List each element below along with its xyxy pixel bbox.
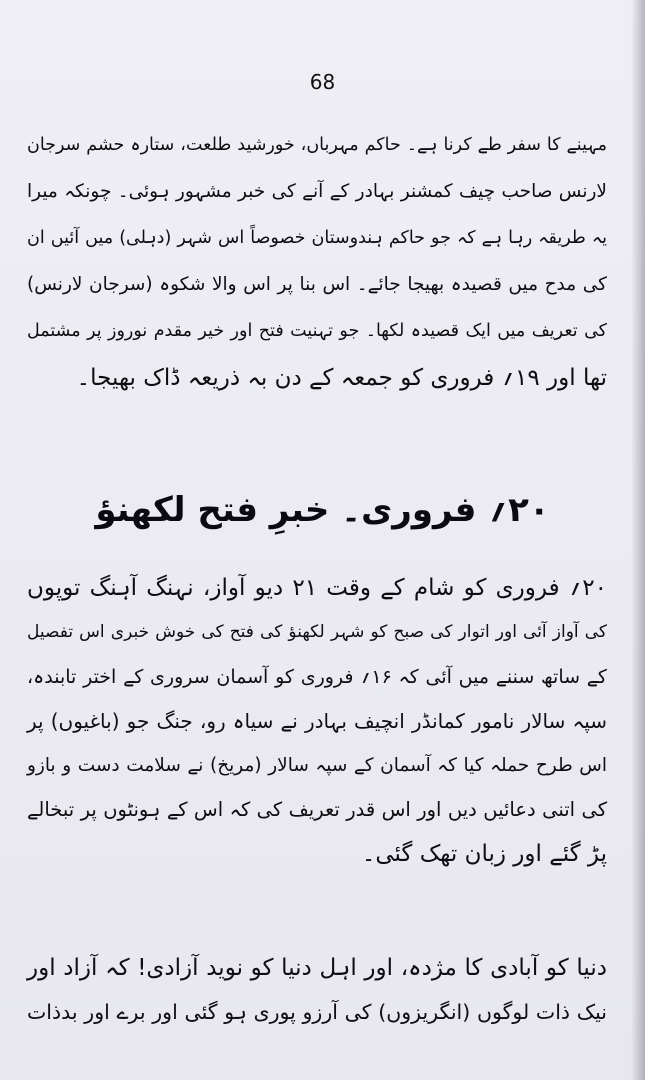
- text-line: سپہ سالار نامور کمانڈر انچیف بہادر نے سیاہ رو، جنگ جو (باغیوں) پر: [27, 709, 607, 734]
- text-line: نیک ذات لوگوں (انگریزوں) کی آرزو پوری ہو گئی اور برے اور بدذات: [27, 1000, 607, 1024]
- text-line: ۲۰؍ فروری کو شام کے وقت ۲۱ دیو آواز، نہنگ آہنگ توپوں: [27, 575, 607, 601]
- text-line: لارنس صاحب چیف کمشنر بہادر کے آنے کی خبر مشہور ہوئی۔ چونکہ میرا: [27, 180, 607, 202]
- text-line: کے ساتھ سننے میں آئی کہ ۱۶؍ فروری کو آسمان سروری کے اختر تابندہ،: [27, 665, 607, 688]
- text-line: دنیا کو آبادی کا مژدہ، اور اہل دنیا کو نوید آزادی! کہ آزاد اور: [27, 955, 607, 981]
- text-line: تھا اور ۱۹؍ فروری کو جمعہ کے دن بہ ذریعہ ڈاک بھیجا۔: [76, 364, 607, 391]
- section-heading: ۲۰؍ فروری۔ خبرِ فتح لکھنؤ: [95, 490, 550, 530]
- paragraph-1: [27, 122, 607, 402]
- text-line: کی تعریف میں ایک قصیدہ لکھا۔ جو تہنیت فتح اور خیر مقدم نوروز پر مشتمل: [27, 321, 607, 342]
- text-line: کی مدح میں قصیدہ بھیجا جائے۔ اس بنا پر اس والا شکوہ (سرجان لارنس): [27, 273, 607, 295]
- text-line: یہ طریقہ رہا ہے کہ جو حاکم ہندوستان خصوصاً اس شہر (دہلی) میں آئیں ان: [27, 228, 607, 249]
- text-line: مہینے کا سفر طے کرنا ہے۔ حاکم مہرباں، خورشید طلعت، ستارہ حشم سرجان: [27, 135, 607, 155]
- page-number: 68: [309, 70, 336, 94]
- text-line: پڑ گئے اور زبان تھک گئی۔: [361, 841, 607, 868]
- text-line: کی آواز آئی اور اتوار کی صبح کو شہر لکھنؤ کی فتح کی خوش خبری اس تفصیل: [27, 622, 607, 643]
- text-line: اس طرح حملہ کیا کہ آسمان کے سپہ سالار (مریخ) نے سلامت دست و بازو: [27, 754, 607, 776]
- page-gutter-shadow: [631, 0, 645, 1080]
- paragraph-3: [27, 946, 607, 1034]
- paragraph-2: [27, 566, 607, 877]
- text-line: کی اتنی دعائیں دیں اور اس قدر تعریف کی کہ اس کے ہونٹوں پر تبخالے: [27, 797, 607, 821]
